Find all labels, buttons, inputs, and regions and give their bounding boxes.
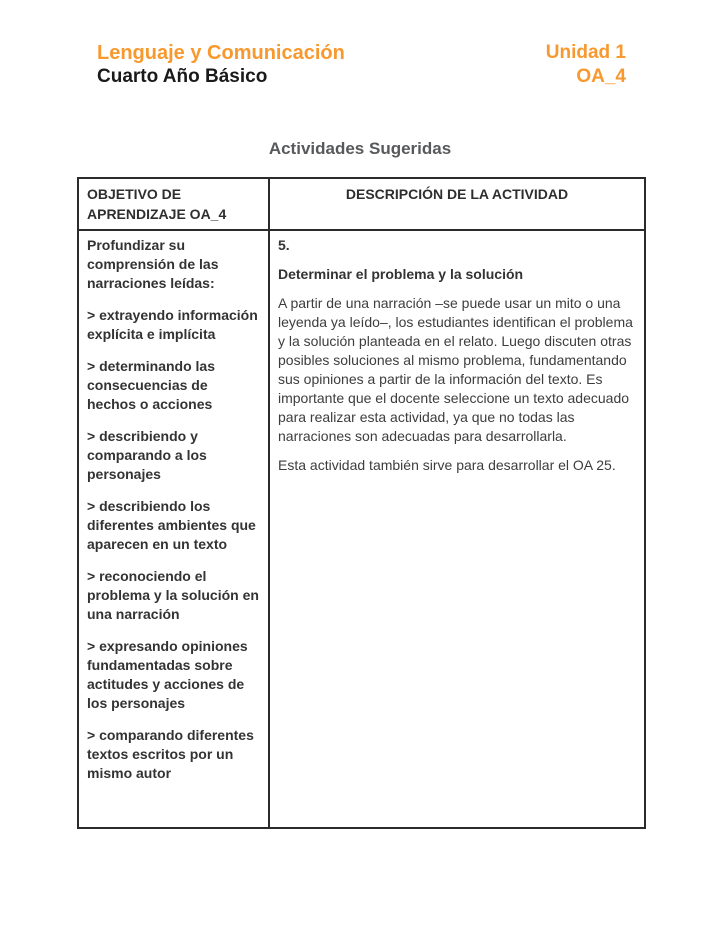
header-right-block xyxy=(546,41,626,89)
activity-title: Determinar el problema y la solución xyxy=(278,266,524,282)
section-title: Actividades Sugeridas xyxy=(268,139,452,158)
objective-item: > describiendo los diferentes ambientes que aparecen en un texto xyxy=(87,498,256,552)
subject-title: Lenguaje y Comunicación xyxy=(97,42,345,64)
objective-item: > determinando las consecuencias de hechos o acciones xyxy=(87,358,215,412)
oa-label: OA_4 xyxy=(576,66,626,87)
activity-paragraph: Esta actividad también sirve para desarrollar el OA 25. xyxy=(278,457,616,473)
objective-item: > reconociendo el problema y la solución en una narración xyxy=(87,568,259,622)
objective-cell xyxy=(78,230,269,828)
unit-label: Unidad 1 xyxy=(545,42,626,63)
grade-title: Cuarto Año Básico xyxy=(97,66,268,87)
objective-column-header: OBJETIVO DE APRENDIZAJE OA_4 xyxy=(78,178,269,230)
activities-table xyxy=(77,177,646,829)
activity-number: 5. xyxy=(278,237,290,253)
objective-item: > describiendo y comparando a los personajes xyxy=(87,428,207,482)
header-left-block xyxy=(97,41,345,88)
objective-item: > comparando diferentes textos escritos por un mismo autor xyxy=(87,727,254,781)
objective-item: > extrayendo información explícita e implícita xyxy=(87,307,258,342)
objective-item: > expresando opiniones fundamentadas sobre actitudes y acciones de los personajes xyxy=(87,638,248,711)
document-header xyxy=(97,41,626,89)
table-header-row xyxy=(78,178,645,230)
table-body-row xyxy=(78,230,645,828)
activity-paragraph: A partir de una narración –se puede usar un mito o una leyenda ya leído–, los estudiantes identifican el problema y la solución planteada en el relato. Luego discuten otras posibles soluciones al mismo problema, fundamentando sus opiniones a partir de la información del texto. Es importante que el docente seleccione un texto adecuado para realizar esta actividad, ya que no todas las narraciones son adecuadas para desarrollarla. xyxy=(278,295,633,444)
objective-intro: Profundizar su comprensión de las narraciones leídas: xyxy=(87,237,219,291)
description-cell xyxy=(269,230,645,828)
description-column-header: DESCRIPCIÓN DE LA ACTIVIDAD xyxy=(269,178,645,230)
